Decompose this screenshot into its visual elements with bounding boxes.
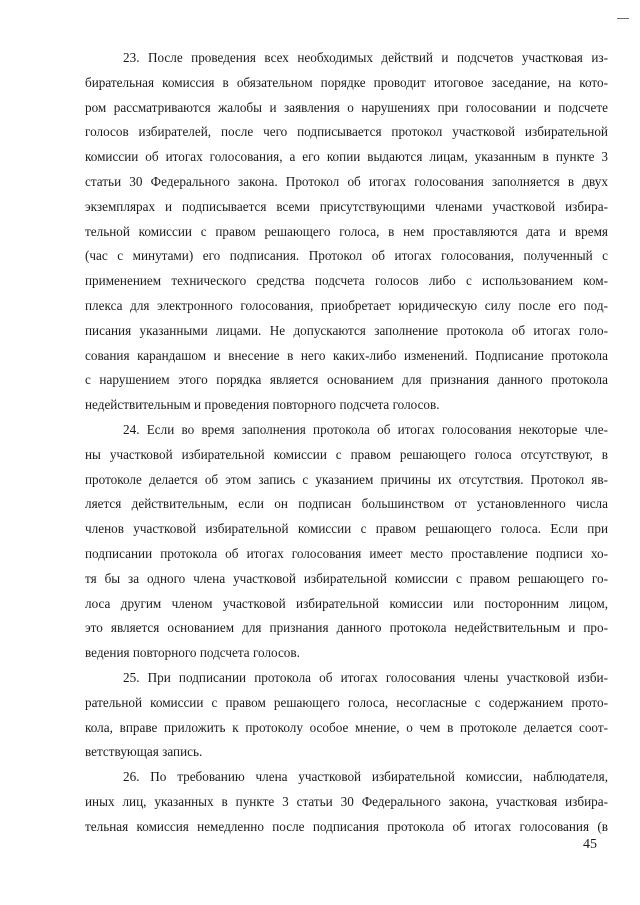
text-line: 26. По требованию члена участковой избирательной комиссии, наблюдателя,: [123, 769, 608, 785]
text-line: плекса для электронного голосования, приобретает юридическую силу после его под-: [85, 297, 608, 313]
text-line: тельной комиссии с правом решающего голоса, в нем проставляются дата и время: [85, 223, 608, 239]
text-line: бирательная комиссия в обязательном порядке проводит итоговое заседание, на кото-: [85, 74, 608, 90]
paragraph-25: [85, 666, 608, 765]
text-line: членов участковой избирательной комиссии с правом решающего голоса. Если при: [85, 521, 608, 537]
text-line: тельная комиссия немедленно после подписания протокола об итогах голосования (в: [85, 818, 608, 834]
text-line: (час с минутами) его подписания. Протокол об итогах голосования, полученный с: [85, 248, 608, 264]
text-line: ляется действительным, если он подписан большинством от установленного числа: [85, 496, 608, 512]
text-line: экземплярах и подписывается всеми присутствующими членами участковой избира-: [85, 198, 608, 214]
text-line: с нарушением этого порядка является основанием для признания данного протокола: [85, 372, 608, 388]
text-line: ром рассматриваются жалобы и заявления о нарушениях при голосовании и подсчете: [85, 99, 608, 115]
text-line: ведения повторного подсчета голосов.: [85, 645, 300, 661]
document-body: [85, 46, 608, 840]
paragraph-24: [85, 418, 608, 666]
text-line: иных лиц, указанных в пункте 3 статьи 30 Федерального закона, участковая избира-: [85, 793, 608, 809]
text-line: 25. При подписании протокола об итогах голосования члены участковой изби-: [123, 669, 608, 685]
page-number: 45: [583, 837, 597, 852]
paragraph-23: [85, 46, 608, 418]
text-line: кола, вправе приложить к протоколу особое мнение, о чем в протоколе делается соот-: [85, 719, 608, 735]
text-line: подписании протокола об итогах голосования имеет место проставление подписи хо-: [85, 545, 608, 561]
text-line: ветствующая запись.: [85, 744, 203, 760]
text-line: голосов избирателей, после чего подписывается протокол участковой избирательной: [85, 124, 608, 140]
text-line: 23. После проведения всех необходимых действий и подсчетов участковая из-: [123, 50, 608, 65]
text-line: статьи 30 Федерального закона. Протокол об итогах голосования заполняется в двух: [85, 173, 608, 189]
text-line: рательной комиссии с правом решающего голоса, несогласные с содержанием прото-: [85, 694, 608, 710]
text-line: тя бы за одного члена участковой избирательной комиссии с правом решающего го-: [85, 570, 608, 586]
text-line: это является основанием для признания данного протокола недействительным и про-: [85, 620, 608, 636]
text-line: лоса другим членом участковой избирательной комиссии или посторонним лицом,: [85, 595, 608, 611]
text-line: применением технического средства подсчета голосов либо с использованием ком-: [85, 273, 608, 289]
scan-edge-mark: [617, 18, 629, 19]
text-line: 24. Если во время заполнения протокола об итогах голосования некоторые чле-: [123, 421, 608, 437]
text-line: протоколе делается об этом запись с указанием причины их отсутствия. Протокол яв-: [85, 471, 608, 487]
text-line: сования карандашом и внесение в него каких-либо изменений. Подписание протокола: [85, 347, 608, 363]
text-line: писания указанными лицами. Не допускаются заполнение протокола об итогах голо-: [85, 322, 608, 338]
paragraph-26: [85, 765, 608, 839]
text-line: ны участковой избирательной комиссии с правом решающего голоса отсутствуют, в: [85, 446, 608, 462]
text-line: комиссии об итогах голосования, а его копии выдаются лицам, указанным в пункте 3: [85, 149, 608, 165]
text-line: недействительным и проведения повторного подсчета голосов.: [85, 397, 440, 413]
